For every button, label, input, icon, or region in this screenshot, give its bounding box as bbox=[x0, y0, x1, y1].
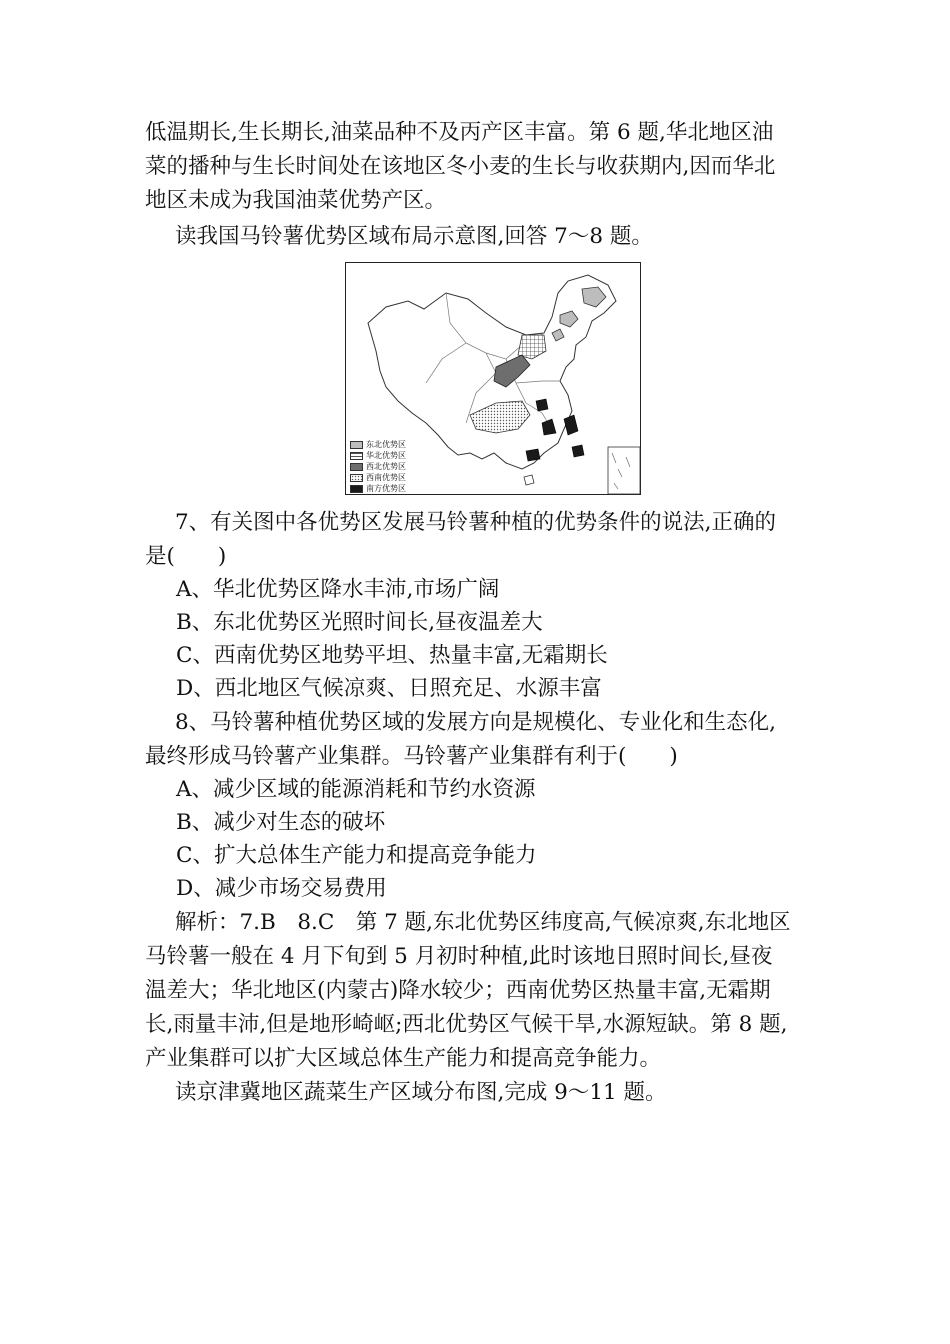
analysis-line: 温差大；华北地区(内蒙古)降水较少；西南优势区热量丰富,无霜期 bbox=[145, 978, 771, 1003]
legend-swatch bbox=[350, 474, 363, 482]
legend-label: 东北优势区 bbox=[366, 439, 406, 449]
legend-swatch bbox=[350, 485, 363, 493]
legend-item bbox=[350, 483, 406, 494]
text-line: 读我国马铃薯优势区域布局示意图,回答 7～8 题。 bbox=[175, 224, 653, 249]
legend-label: 西南优势区 bbox=[366, 472, 406, 482]
south-china-sea-inset bbox=[608, 447, 640, 494]
analysis-line: 马铃薯一般在 4 月下旬到 5 月初时种植,此时该地日照时间长,昼夜 bbox=[145, 944, 773, 969]
legend-swatch bbox=[350, 452, 363, 460]
text-line: 菜的播种与生长时间处在该地区冬小麦的生长与收获期内,因而华北 bbox=[145, 154, 776, 179]
answer-option: B、东北优势区光照时间长,昼夜温差大 bbox=[176, 610, 543, 635]
legend-item bbox=[350, 461, 406, 472]
answer-option: D、减少市场交易费用 bbox=[176, 876, 387, 901]
answer-option: D、西北地区气候凉爽、日照充足、水源丰富 bbox=[176, 676, 602, 701]
question-stem: 是( ) bbox=[145, 544, 227, 569]
answer-option: A、减少区域的能源消耗和节约水资源 bbox=[176, 777, 536, 802]
question-stem: 8、马铃薯种植优势区域的发展方向是规模化、专业化和生态化, bbox=[175, 710, 777, 735]
next-question-prompt: 读京津冀地区蔬菜生产区域分布图,完成 9～11 题。 bbox=[175, 1080, 667, 1105]
legend-label: 华北优势区 bbox=[366, 450, 406, 460]
legend-item bbox=[350, 472, 406, 483]
legend-swatch bbox=[350, 441, 363, 449]
answer-option: C、西南优势区地势平坦、热量丰富,无霜期长 bbox=[176, 643, 608, 668]
legend-item bbox=[350, 450, 406, 461]
analysis-line: 解析：7.B 8.C 第 7 题,东北优势区纬度高,气候凉爽,东北地区 bbox=[175, 910, 791, 935]
question-stem: 最终形成马铃薯产业集群。马铃薯产业集群有利于( ) bbox=[145, 744, 678, 769]
legend-item bbox=[350, 439, 406, 450]
answer-option: B、减少对生态的破坏 bbox=[176, 810, 386, 835]
potato-region-map bbox=[345, 262, 641, 495]
answer-option: C、扩大总体生产能力和提高竞争能力 bbox=[176, 843, 537, 868]
legend-label: 西北优势区 bbox=[366, 461, 406, 471]
analysis-line: 长,雨量丰沛,但是地形崎岖;西北优势区气候干旱,水源短缺。第 8 题, bbox=[145, 1012, 788, 1037]
text-line: 低温期长,生长期长,油菜品种不及丙产区丰富。第 6 题,华北地区油 bbox=[145, 120, 774, 145]
answer-option: A、华北优势区降水丰沛,市场广阔 bbox=[176, 577, 500, 602]
map-legend bbox=[350, 439, 406, 494]
analysis-line: 产业集群可以扩大区域总体生产能力和提高竞争能力。 bbox=[145, 1046, 662, 1071]
question-stem: 7、有关图中各优势区发展马铃薯种植的优势条件的说法,正确的 bbox=[175, 510, 777, 535]
legend-label: 南方优势区 bbox=[366, 483, 406, 493]
legend-swatch bbox=[350, 463, 363, 471]
text-line: 地区未成为我国油菜优势产区。 bbox=[145, 188, 447, 213]
